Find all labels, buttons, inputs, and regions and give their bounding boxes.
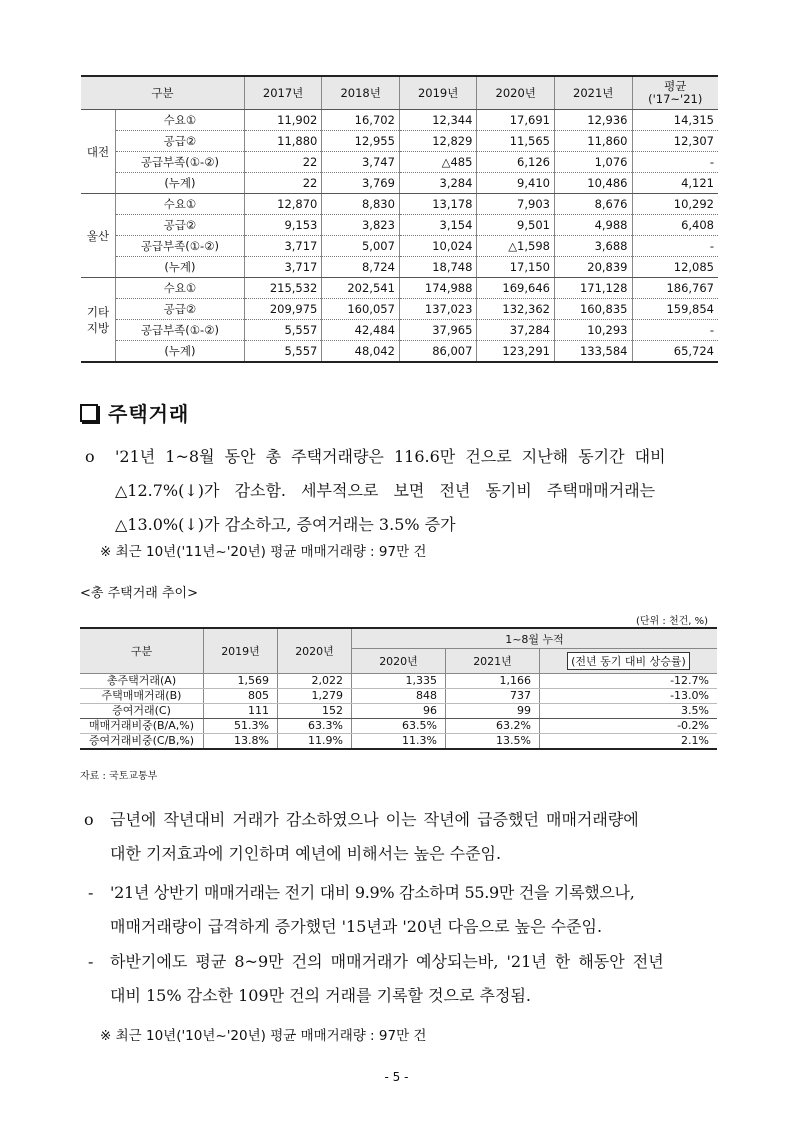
value-cell: 13.5% xyxy=(446,734,540,750)
table-row xyxy=(80,689,717,704)
table-row xyxy=(81,236,718,257)
table-row xyxy=(81,215,718,236)
summary-paragraph xyxy=(85,440,725,542)
table-row xyxy=(81,320,718,341)
row-label: 수요① xyxy=(116,194,245,215)
value-cell: - xyxy=(632,236,718,257)
value-cell: 5,557 xyxy=(244,341,322,363)
paragraph-line: '21년 1~8월 동안 총 주택거래량은 116.6만 건으로 지난해 동기간 대비 xyxy=(115,447,666,466)
unit-label: (단위 : 천건, %) xyxy=(636,616,709,627)
value-cell: 171,128 xyxy=(554,278,632,299)
value-cell: 169,646 xyxy=(477,278,555,299)
table-body xyxy=(81,110,718,363)
value-cell: 202,541 xyxy=(322,278,400,299)
region-name: 대전 xyxy=(81,110,116,194)
row-label: (누계) xyxy=(116,341,245,363)
value-cell: 12,307 xyxy=(632,131,718,152)
row-label: (누계) xyxy=(116,257,245,278)
row-label: (누계) xyxy=(116,173,245,194)
row-label: 수요① xyxy=(116,110,245,131)
section-title: 주택거래 xyxy=(108,402,190,426)
value-cell: 3,688 xyxy=(554,236,632,257)
value-cell: 6,408 xyxy=(632,215,718,236)
region-name: 울산 xyxy=(81,194,116,278)
header-group: 구분 xyxy=(81,76,244,110)
value-cell: 42,484 xyxy=(322,320,400,341)
value-cell: 6,126 xyxy=(477,152,555,173)
value-cell: 2.1% xyxy=(540,734,718,750)
value-cell: 4,121 xyxy=(632,173,718,194)
value-cell: 11,860 xyxy=(554,131,632,152)
row-label: 증여거래(C) xyxy=(80,704,204,719)
value-cell: 2,022 xyxy=(278,674,352,689)
row-label: 수요① xyxy=(116,278,245,299)
table-row xyxy=(81,257,718,278)
value-cell: 3,154 xyxy=(399,215,477,236)
value-cell: 3,284 xyxy=(399,173,477,194)
value-cell: - xyxy=(632,320,718,341)
footnote: ※ 최근 10년('10년~'20년) 평균 매매거래량 : 97만 건 xyxy=(100,1028,427,1044)
value-cell: 22 xyxy=(244,173,322,194)
value-cell: 160,835 xyxy=(554,299,632,320)
value-cell: 12,344 xyxy=(399,110,477,131)
value-cell: 9,501 xyxy=(477,215,555,236)
value-cell: 12,955 xyxy=(322,131,400,152)
dash-bullet: - xyxy=(88,952,94,971)
value-cell: 132,362 xyxy=(477,299,555,320)
value-cell: 16,702 xyxy=(322,110,400,131)
table-row xyxy=(80,704,717,719)
row-label: 총주택거래(A) xyxy=(80,674,204,689)
value-cell: 174,988 xyxy=(399,278,477,299)
table-row xyxy=(81,278,718,299)
row-label: 매매거래비중(B/A,%) xyxy=(80,719,204,734)
paragraph-line: 매매거래량이 급격하게 증가했던 '15년과 '20년 다음으로 높은 수준임. xyxy=(110,917,603,936)
value-cell: 8,676 xyxy=(554,194,632,215)
section-heading xyxy=(80,398,189,427)
value-cell: 5,007 xyxy=(322,236,400,257)
header-change xyxy=(540,649,718,674)
value-cell: △485 xyxy=(399,152,477,173)
paragraph-line: 금년에 작년대비 거래가 감소하였으나 이는 작년에 급증했던 매매거래량에 xyxy=(110,810,639,829)
header-year: 2021년 xyxy=(554,76,632,110)
table-row xyxy=(80,734,717,750)
header-group: 구분 xyxy=(80,628,204,674)
value-cell: 14,315 xyxy=(632,110,718,131)
value-cell: 3,717 xyxy=(244,236,322,257)
value-cell: 152 xyxy=(278,704,352,719)
value-cell: - xyxy=(632,152,718,173)
value-cell: -0.2% xyxy=(540,719,718,734)
row-label: 공급② xyxy=(116,131,245,152)
analysis-paragraph xyxy=(84,803,725,871)
value-cell: 63.3% xyxy=(278,719,352,734)
dash-item xyxy=(88,876,725,944)
value-cell: △1,598 xyxy=(477,236,555,257)
table-row xyxy=(81,131,718,152)
value-cell: 18,748 xyxy=(399,257,477,278)
value-cell: 12,829 xyxy=(399,131,477,152)
row-label: 주택매매거래(B) xyxy=(80,689,204,704)
header-year: 2019년 xyxy=(399,76,477,110)
value-cell: 1,279 xyxy=(278,689,352,704)
value-cell: 11,565 xyxy=(477,131,555,152)
value-cell: 3,747 xyxy=(322,152,400,173)
header-cumulative-2021: 2021년 xyxy=(446,649,540,674)
table-row xyxy=(80,719,717,734)
header-year: 2019년 xyxy=(204,628,278,674)
value-cell: 159,854 xyxy=(632,299,718,320)
value-cell: 1,569 xyxy=(204,674,278,689)
value-cell: 48,042 xyxy=(322,341,400,363)
value-cell: 137,023 xyxy=(399,299,477,320)
table-row xyxy=(81,341,718,363)
value-cell: 13,178 xyxy=(399,194,477,215)
row-label: 공급부족(①-②) xyxy=(116,320,245,341)
value-cell: 123,291 xyxy=(477,341,555,363)
value-cell: 3.5% xyxy=(540,704,718,719)
value-cell: 215,532 xyxy=(244,278,322,299)
row-label: 공급② xyxy=(116,299,245,320)
value-cell: 17,150 xyxy=(477,257,555,278)
paragraph-line: △12.7%(↓)가 감소함. 세부적으로 보면 전년 동기비 주택매매거래는 xyxy=(115,481,656,500)
header-average-line1: 평균 xyxy=(664,79,687,93)
paragraph-line: 대비 15% 감소한 109만 건의 거래를 기록할 것으로 추정됨. xyxy=(110,986,531,1005)
value-cell: 10,292 xyxy=(632,194,718,215)
paragraph-line: '21년 상반기 매매거래는 전기 대비 9.9% 감소하며 55.9만 건을 기록했으나, xyxy=(110,883,635,902)
dash-bullet: - xyxy=(88,883,94,902)
value-cell: 11.3% xyxy=(352,734,446,750)
value-cell: 5,557 xyxy=(244,320,322,341)
value-cell: 111 xyxy=(204,704,278,719)
table-row xyxy=(81,299,718,320)
value-cell: 1,076 xyxy=(554,152,632,173)
value-cell: 51.3% xyxy=(204,719,278,734)
value-cell: 10,024 xyxy=(399,236,477,257)
header-average xyxy=(632,76,718,110)
value-cell: 65,724 xyxy=(632,341,718,363)
value-cell: 7,903 xyxy=(477,194,555,215)
table-row xyxy=(81,110,718,131)
value-cell: 4,988 xyxy=(554,215,632,236)
source-label: 자료 : 국토교통부 xyxy=(80,771,158,782)
table-caption: <총 주택거래 추이> xyxy=(80,586,198,601)
value-cell: 20,839 xyxy=(554,257,632,278)
value-cell: 209,975 xyxy=(244,299,322,320)
value-cell: 11,880 xyxy=(244,131,322,152)
value-cell: 17,691 xyxy=(477,110,555,131)
supply-demand-table xyxy=(81,75,718,363)
header-average-line2: ('17~'21) xyxy=(648,92,703,106)
value-cell: 12,870 xyxy=(244,194,322,215)
table-row xyxy=(80,674,717,689)
table-header-row xyxy=(81,76,718,110)
value-cell: 13.8% xyxy=(204,734,278,750)
row-label: 공급부족(①-②) xyxy=(116,152,245,173)
table-body xyxy=(80,674,717,750)
circle-bullet: o xyxy=(84,810,94,829)
footnote: ※ 최근 10년('11년~'20년) 평균 매매거래량 : 97만 건 xyxy=(100,544,427,560)
value-cell: 1,166 xyxy=(446,674,540,689)
value-cell: 8,830 xyxy=(322,194,400,215)
value-cell: 63.2% xyxy=(446,719,540,734)
table-row xyxy=(81,152,718,173)
value-cell: 10,486 xyxy=(554,173,632,194)
value-cell: 11,902 xyxy=(244,110,322,131)
circle-bullet: o xyxy=(85,447,95,466)
value-cell: 186,767 xyxy=(632,278,718,299)
value-cell: -12.7% xyxy=(540,674,718,689)
value-cell: 86,007 xyxy=(399,341,477,363)
table-row xyxy=(81,173,718,194)
row-label: 공급② xyxy=(116,215,245,236)
value-cell: 37,965 xyxy=(399,320,477,341)
paragraph-line: 하반기에도 평균 8~9만 건의 매매거래가 예상되는바, '21년 한 해동안 전년 xyxy=(110,952,664,971)
paragraph-line: 대한 기저효과에 기인하며 예년에 비해서는 높은 수준임. xyxy=(110,844,502,863)
value-cell: 22 xyxy=(244,152,322,173)
checkbox-square-icon xyxy=(80,404,98,422)
value-cell: 160,057 xyxy=(322,299,400,320)
dash-item xyxy=(88,945,725,1013)
value-cell: 63.5% xyxy=(352,719,446,734)
value-cell: -13.0% xyxy=(540,689,718,704)
header-cumulative: 1~8월 누적 xyxy=(352,628,718,649)
value-cell: 12,085 xyxy=(632,257,718,278)
value-cell: 805 xyxy=(204,689,278,704)
value-cell: 133,584 xyxy=(554,341,632,363)
header-change-label: (전년 동기 대비 상승률) xyxy=(567,652,690,670)
value-cell: 3,823 xyxy=(322,215,400,236)
header-year: 2020년 xyxy=(477,76,555,110)
housing-transaction-table xyxy=(80,627,717,750)
value-cell: 737 xyxy=(446,689,540,704)
value-cell: 9,410 xyxy=(477,173,555,194)
value-cell: 99 xyxy=(446,704,540,719)
header-year: 2020년 xyxy=(278,628,352,674)
value-cell: 11.9% xyxy=(278,734,352,750)
row-label: 증여거래비중(C/B,%) xyxy=(80,734,204,750)
value-cell: 10,293 xyxy=(554,320,632,341)
value-cell: 96 xyxy=(352,704,446,719)
value-cell: 12,936 xyxy=(554,110,632,131)
value-cell: 1,335 xyxy=(352,674,446,689)
page-number: - 5 - xyxy=(384,1070,409,1084)
header-cumulative-2020: 2020년 xyxy=(352,649,446,674)
region-name: 기타 지방 xyxy=(81,278,116,363)
value-cell: 3,717 xyxy=(244,257,322,278)
value-cell: 9,153 xyxy=(244,215,322,236)
value-cell: 848 xyxy=(352,689,446,704)
row-label: 공급부족(①-②) xyxy=(116,236,245,257)
header-year: 2018년 xyxy=(322,76,400,110)
value-cell: 37,284 xyxy=(477,320,555,341)
table-header-row xyxy=(80,628,717,649)
header-year: 2017년 xyxy=(244,76,322,110)
value-cell: 8,724 xyxy=(322,257,400,278)
value-cell: 3,769 xyxy=(322,173,400,194)
paragraph-line: △13.0%(↓)가 감소하고, 증여거래는 3.5% 증가 xyxy=(115,515,456,534)
table-row xyxy=(81,194,718,215)
